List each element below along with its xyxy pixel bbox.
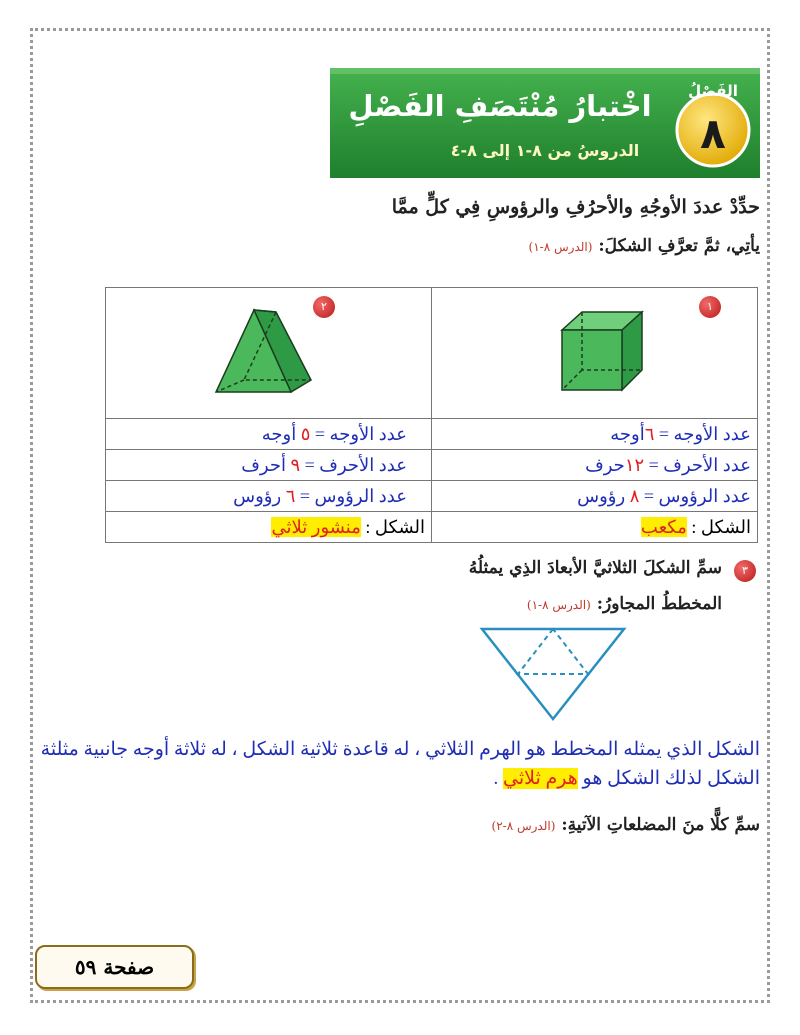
prism-shape-cell: الشكل : منشور ثلاثي [106, 512, 432, 543]
prism-shape-answer: منشور ثلاثي [271, 516, 361, 537]
question-3-line-1: سمِّ الشكلَ الثلاثيَّ الأبعادَ الذِي يمثلُهُ [468, 558, 722, 578]
prism-figure-cell [106, 288, 432, 419]
lesson-ref-q3: (الدرس ٨-١) [526, 598, 591, 612]
page-number-label: صفحة ٥٩ [35, 945, 194, 989]
cube-shape-cell: الشكل : مكعب [432, 512, 758, 543]
prism-faces-cell: عدد الأوجه = ٥ أوجه [106, 419, 432, 450]
cube-faces-cell: عدد الأوجه = ٦أوجه [432, 419, 758, 450]
prism-vertices-cell: عدد الرؤوس = ٦ رؤوس [106, 481, 432, 512]
question-1-badge: ١ [699, 296, 721, 318]
instruction-line-1: حدِّدْ عددَ الأوجُهِ والأحرُفِ والرؤوسِ فِي كلٍّ ممَّا [391, 196, 760, 218]
question-3-answer: الشكل الذي يمثله المخطط هو الهرم الثلاثي ، له قاعدة ثلاثية الشكل ، له ثلاثة أوجه جانبية مثلثة الشكل لذلك الشكل هو هرم ثلاثي . [40, 739, 760, 789]
pyramid-net-diagram [478, 625, 628, 725]
cube-figure [542, 300, 662, 410]
chapter-number: ٨ [700, 109, 726, 158]
cube-vertices-cell: عدد الرؤوس = ٨ رؤوس [432, 481, 758, 512]
cube-shape-answer: مكعب [640, 516, 687, 537]
question-2-badge: ٢ [313, 296, 335, 318]
lesson-ref-next: (الدرس ٨-٢) [491, 819, 556, 833]
banner-title: اخْتبارُ مُنْتَصَفِ الفَصْلِ [348, 89, 652, 123]
triangular-prism-figure [206, 300, 326, 410]
question-3-line-2: المخططُ المجاورُ: (الدرس ٨-١) [526, 594, 722, 614]
question-3-badge: ٣ [734, 560, 756, 582]
next-instruction: سمِّ كلًّا منَ المضلعاتِ الآتيةِ: (الدرس ٨-٢) [491, 815, 760, 835]
cube-edges-cell: عدد الأحرف = ١٢حرف [432, 450, 758, 481]
lesson-ref: (الدرس ٨-١) [528, 240, 593, 254]
chapter-banner [330, 68, 760, 178]
chapter-corner-label: الفَصْلُ [688, 82, 738, 100]
pyramid-answer-highlight: هرم ثلاثي [503, 768, 578, 789]
shapes-table [105, 287, 758, 543]
cube-figure-cell [432, 288, 758, 419]
prism-edges-cell: عدد الأحرف = ٩ أحرف [106, 450, 432, 481]
instruction-line-2: يأتِي، ثمَّ تعرَّفِ الشكلَ: (الدرس ٨-١) [528, 236, 760, 256]
banner-subtitle: الدروسُ من ٨-١ إلى ٨-٤ [450, 141, 640, 160]
